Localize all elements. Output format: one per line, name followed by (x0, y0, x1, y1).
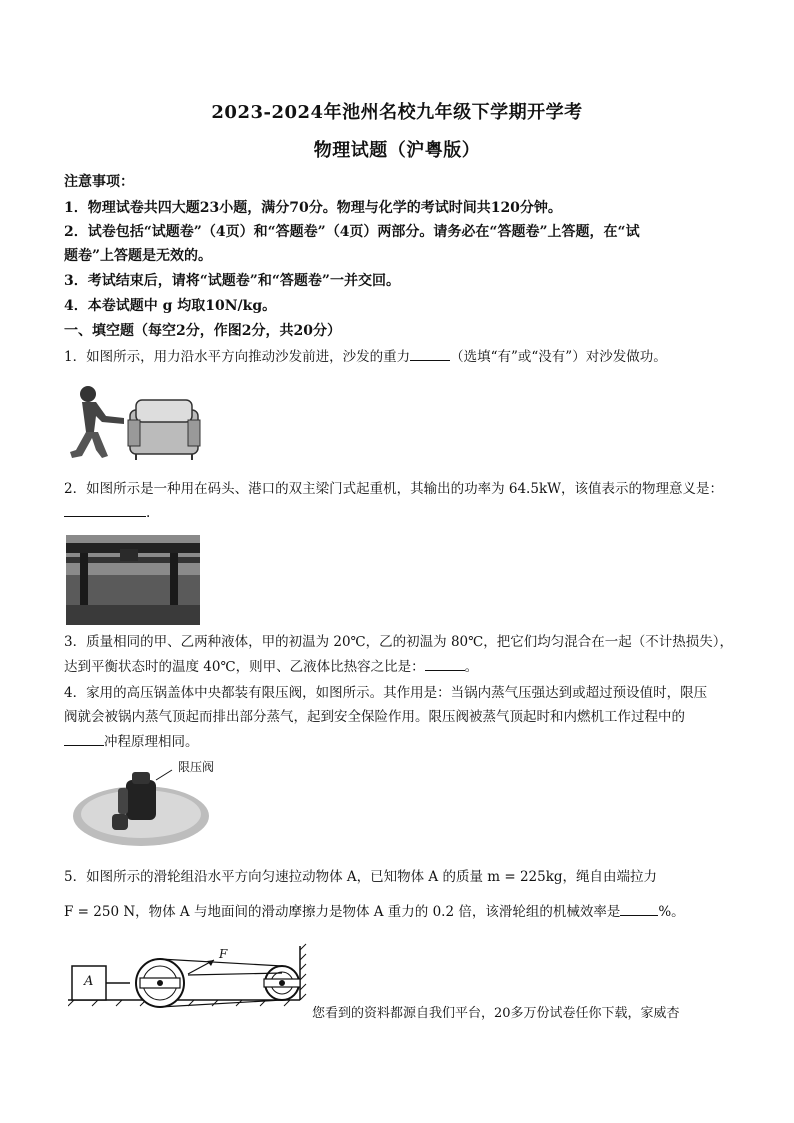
notice-item-2: 2．试卷包括“试题卷”（4页）和“答题卷”（4页）两部分。请务必在“答题卷”上答题，在“试 (64, 224, 640, 240)
notice-heading: 注意事项： (64, 174, 134, 190)
question-3-text-b: 。 (464, 659, 479, 675)
notice-item-1: 1．物理试卷共四大题23小题，满分70分。物理与化学的考试时间共120分钟。 (64, 200, 562, 216)
question-2: 2．如图所示是一种用在码头、港口的双主梁门式起重机，其输出的功率为 64.5kW，该值表示的物理意义是： (64, 481, 723, 497)
section-heading: 一、填空题（每空2分，作图2分，共20分） (64, 323, 341, 339)
question-1-text-a: 1．如图所示，用力沿水平方向推动沙发前进，沙发的重力 (64, 349, 411, 365)
question-1 (64, 346, 734, 368)
question-3-text-a: 达到平衡状态时的温度 40℃，则甲、乙液体比热容之比是： (64, 659, 425, 675)
question-4-text: 冲程原理相同。 (104, 734, 199, 750)
notice-item-3: 3．考试结束后，请将“试题卷”和“答题卷”一并交回。 (64, 273, 400, 289)
question-3: 3．质量相同的甲、乙两种液体，甲的初温为 20℃，乙的初温为 80℃，把它们均匀混合在一起（不计热损失）， (64, 634, 733, 650)
pressure-valve-figure (72, 758, 215, 850)
question-4-line2: 阀就会被锅内蒸气顶起而排出部分蒸气，起到安全保险作用。限压阀被蒸气顶起时和内燃机工作过程中的 (64, 709, 685, 725)
pulley-system-figure (68, 942, 310, 1010)
question-2-end: . (146, 505, 151, 521)
question-5-text-b: %。 (658, 904, 685, 920)
footer-promo-text: 您看到的资料都源自我们平台，20多万份试卷任你下载，家威杏 (312, 1006, 680, 1021)
notice-item-2-cont: 题卷”上答题是无效的。 (64, 248, 213, 264)
gantry-crane-photo (66, 535, 200, 625)
answer-blank-5[interactable] (620, 903, 658, 916)
valve-label: 限压阀 (178, 760, 215, 774)
answer-blank-3[interactable] (425, 658, 465, 671)
question-5: 5．如图所示的滑轮组沿水平方向匀速拉动物体 A，已知物体 A 的质量 m = 225kg，绳自由端拉力 (64, 869, 658, 885)
answer-blank-1[interactable] (410, 348, 450, 361)
question-2-answer-line (64, 502, 734, 524)
question-5-line2 (64, 901, 734, 923)
notice-item-4: 4．本卷试题中 g 均取10N/kg。 (64, 298, 277, 314)
page-title: 2023-2024年池州名校九年级下学期开学考 (211, 102, 583, 123)
question-5-text-a: F = 250 N，物体 A 与地面间的滑动摩擦力是物体 A 重力的 0.2 倍，该滑轮组的机械效率是 (64, 904, 621, 920)
question-3-line2 (64, 656, 734, 678)
pulley-label-f: F (219, 947, 228, 961)
page-subtitle: 物理试题（沪粤版） (313, 140, 481, 161)
answer-blank-4[interactable] (64, 733, 104, 746)
question-4: 4．家用的高压锅盖体中央都装有限压阀，如图所示。其作用是：当锅内蒸气压强达到或超过预设值时，限压 (64, 685, 708, 701)
pulley-label-a: A (84, 974, 94, 989)
answer-blank-2[interactable] (64, 504, 146, 517)
question-1-text-b: （选填“有”或“没有”）对沙发做功。 (450, 349, 667, 365)
sofa-push-figure (66, 380, 202, 464)
question-4-line3 (64, 731, 734, 753)
